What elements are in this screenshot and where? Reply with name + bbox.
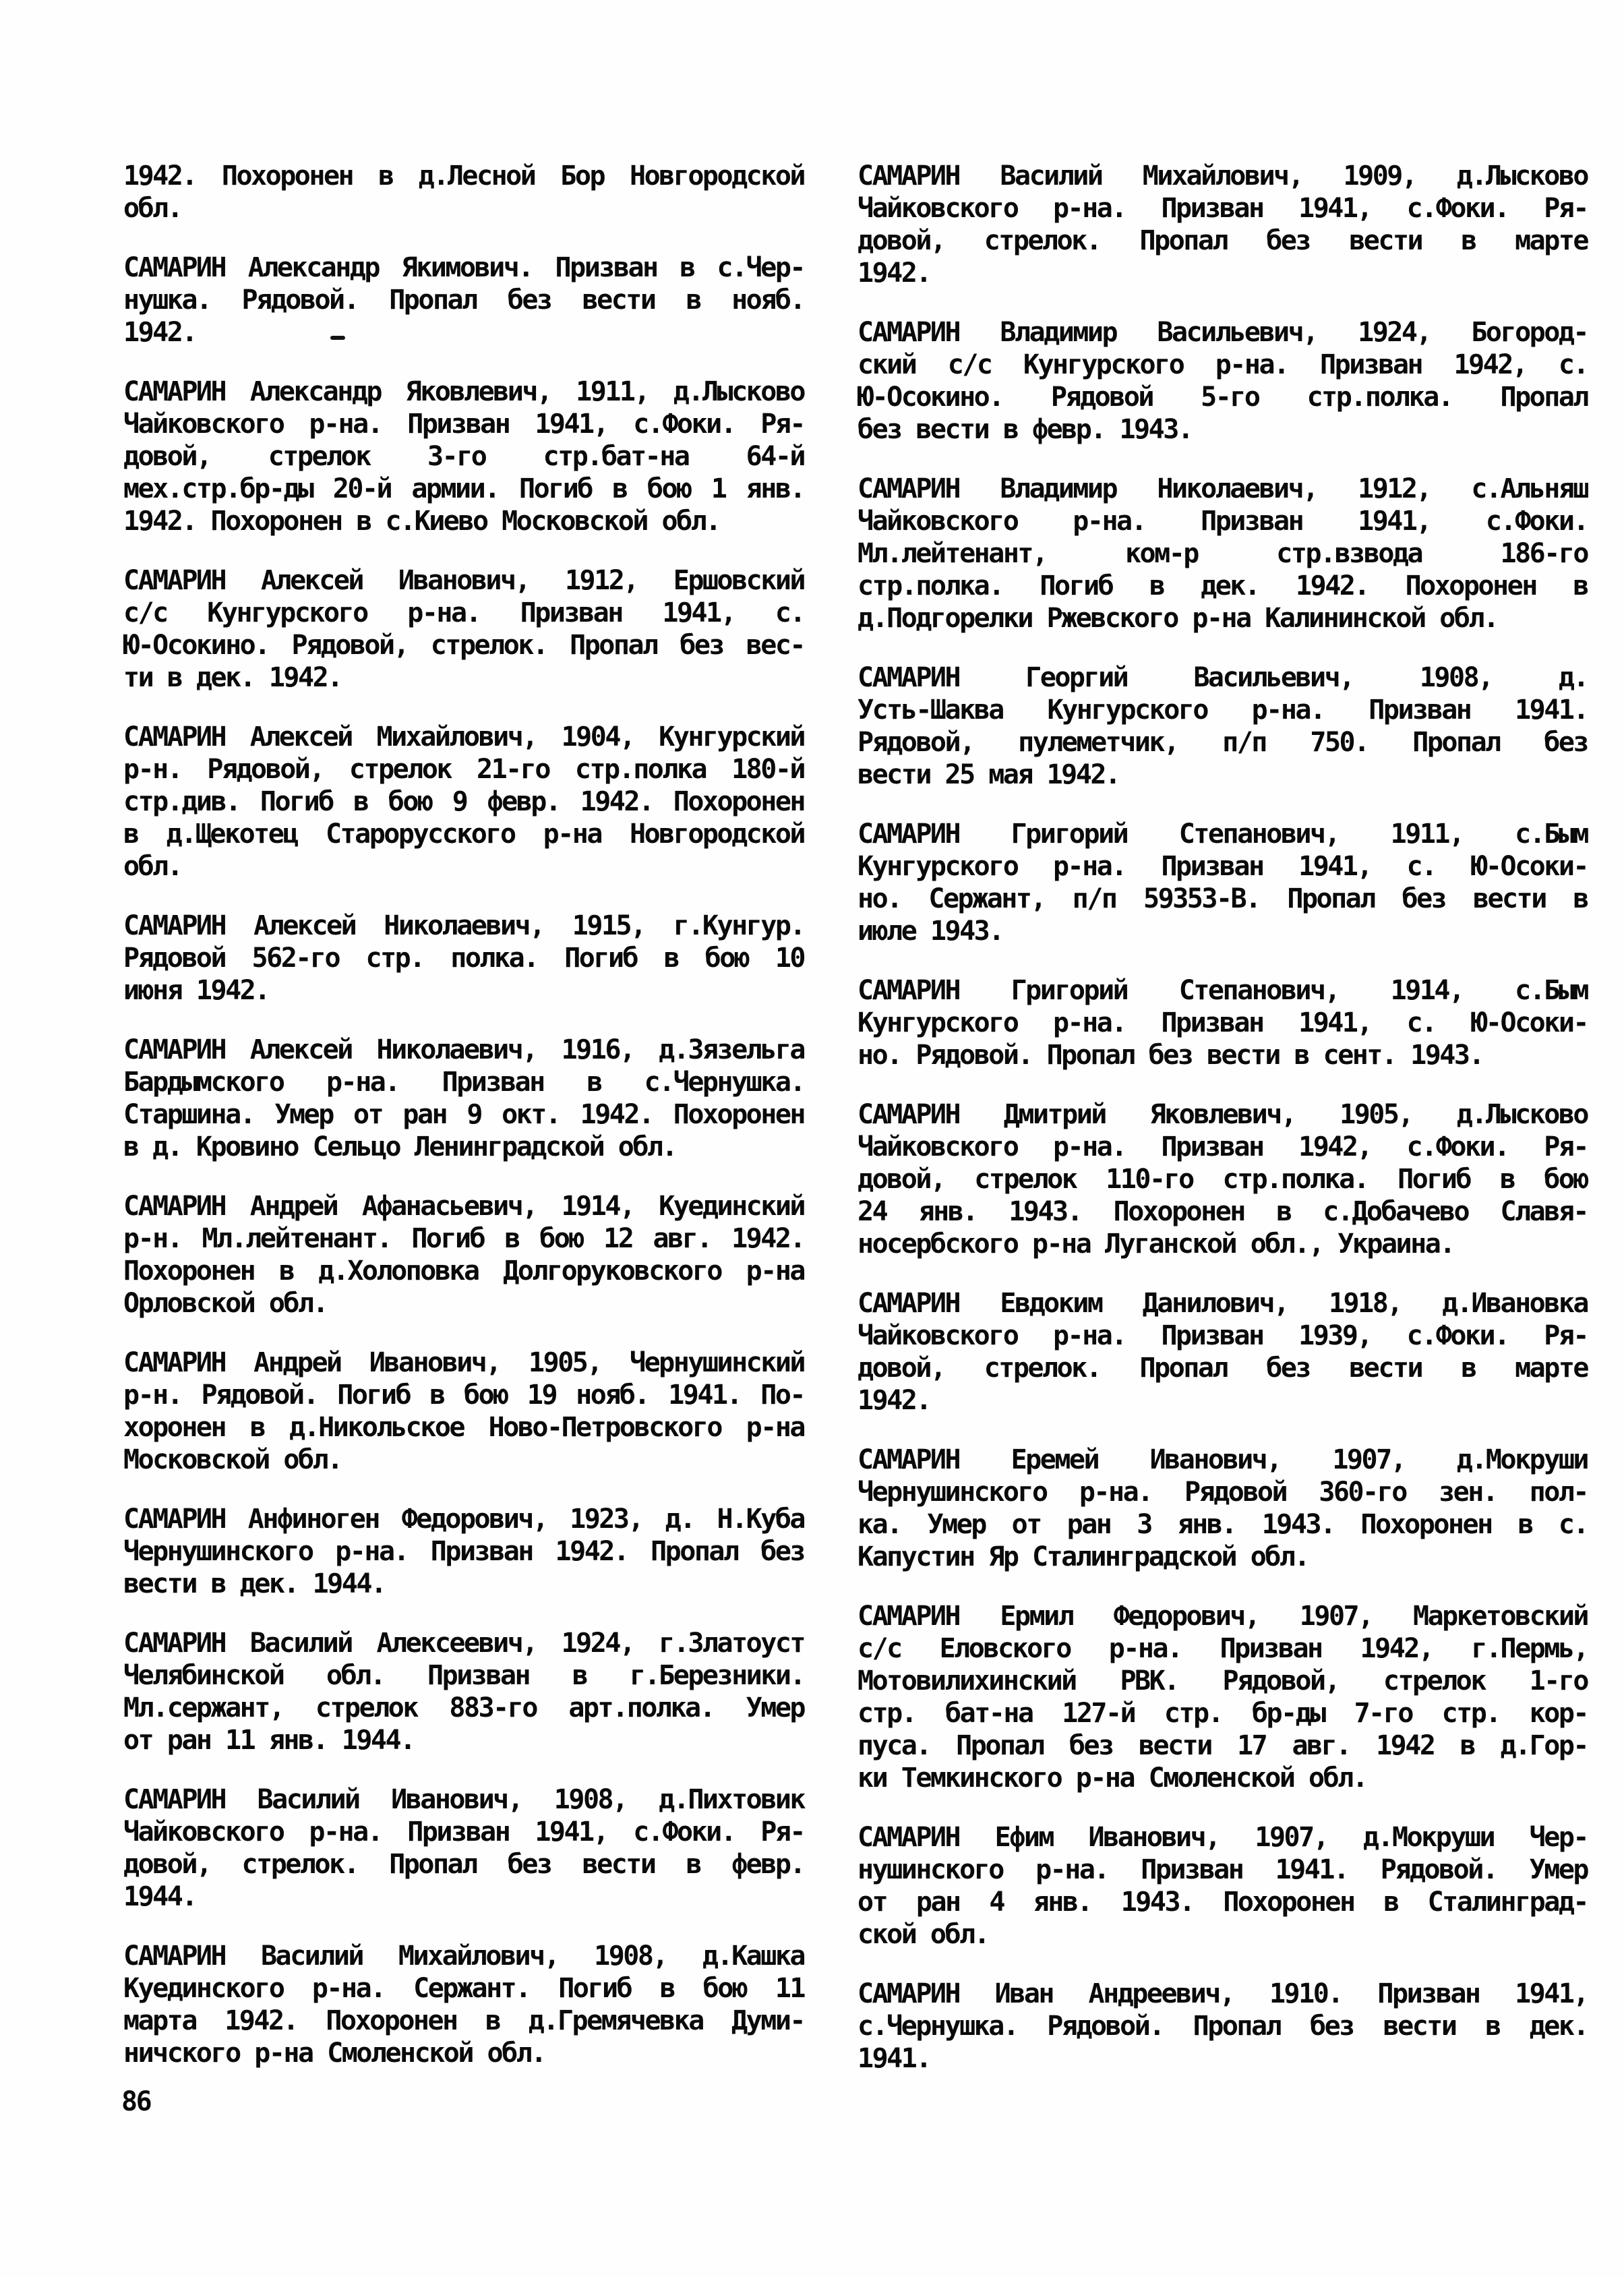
entry-line: стр. бат-на 127-й стр. бр-ды 7-го стр. кор-	[858, 1698, 1588, 1729]
memorial-entry	[123, 564, 804, 694]
entry-line: р-н. Мл.лейтенант. Погиб в бою 12 авг. 1942.	[123, 1223, 804, 1254]
memorial-entry	[123, 1940, 804, 2069]
entry-line: ничского р-на Смоленской обл.	[123, 2038, 545, 2069]
entry-line: стр.див. Погиб в бою 9 февр. 1942. Похоронен	[123, 786, 804, 817]
entry-line: Ю-Осокино. Рядовой, стрелок. Пропал без вес-	[123, 630, 804, 661]
entry-line: р-н. Рядовой. Погиб в бою 19 нояб. 1941. По-	[123, 1380, 804, 1411]
entry-line: довой, стрелок. Пропал без вести в февр.	[123, 1849, 804, 1880]
left-column	[123, 160, 804, 2069]
entry-line: САМАРИН Андрей Иванович, 1905, Чернушинский	[123, 1347, 804, 1378]
entry-line: САМАРИН Василий Алексеевич, 1924, г.Златоуст	[123, 1628, 804, 1659]
entry-line: САМАРИН Анфиноген Федорович, 1923, д. Н.Куба	[123, 1504, 804, 1535]
entry-line: САМАРИН Ефим Иванович, 1907, д.Мокруши Чер-	[858, 1822, 1588, 1853]
memorial-entry	[858, 473, 1588, 634]
entry-line: 1942.	[123, 317, 196, 348]
entry-line: Усть-Шаква Кунгурского р-на. Призван 1941.	[858, 694, 1588, 726]
entry-line: довой, стрелок 3-го стр.бат-на 64-й	[123, 441, 804, 472]
entry-line: САМАРИН Георгий Васильевич, 1908, д.	[858, 662, 1588, 693]
right-column	[858, 160, 1588, 2075]
entry-line: обл.	[123, 851, 182, 882]
entry-line: марта 1942. Похоронен в д.Гремячевка Думи-	[123, 2005, 804, 2036]
entry-line: стр.полка. Погиб в дек. 1942. Похоронен в	[858, 570, 1588, 601]
entry-line: Похоронен в д.Холоповка Долгоруковского р-на	[123, 1255, 804, 1287]
entry-line: ка. Умер от ран 3 янв. 1943. Похоронен в с.	[858, 1509, 1588, 1540]
memorial-entry	[858, 1444, 1588, 1573]
memorial-entry	[858, 818, 1588, 947]
entry-line: с/с Еловского р-на. Призван 1942, г.Пермь,	[858, 1633, 1588, 1664]
entry-line: д.Подгорелки Ржевского р-на Калининской обл.	[858, 603, 1498, 634]
memorial-entry	[858, 1287, 1588, 1417]
memorial-entry	[123, 1034, 804, 1163]
entry-line: Московской обл.	[123, 1444, 342, 1475]
entry-line: 24 янв. 1943. Похоронен в с.Добачево Славя-	[858, 1196, 1588, 1227]
entry-line: Чайковского р-на. Призван 1941, с.Фоки. Ря-	[123, 1816, 804, 1847]
memorial-entry	[123, 1347, 804, 1476]
entry-line: Чернушинского р-на. Призван 1942. Пропал без	[123, 1536, 804, 1567]
entry-line: Мл.лейтенант, ком-р стр.взвода 186-го	[858, 538, 1588, 569]
memorial-entry	[123, 1503, 804, 1600]
memorial-entry	[123, 910, 804, 1007]
entry-line: мех.стр.бр-ды 20-й армии. Погиб в бою 1 янв.	[123, 473, 804, 504]
entry-line: САМАРИН Алексей Николаевич, 1916, д.Зязельга	[123, 1034, 804, 1065]
entry-line: САМАРИН Андрей Афанасьевич, 1914, Куединский	[123, 1191, 804, 1222]
entry-line: 1942. Похоронен в с.Киево Московской обл.	[123, 506, 720, 537]
entry-line: довой, стрелок. Пропал без вести в марте	[858, 225, 1588, 256]
memorial-entry	[858, 160, 1588, 289]
entry-line: САМАРИН Василий Михайлович, 1909, д.Лысково	[858, 160, 1588, 191]
entry-line: ской обл.	[858, 1919, 989, 1950]
entry-line: САМАРИН Иван Андреевич, 1910. Призван 1941,	[858, 1978, 1588, 2009]
entry-line: Рядовой 562-го стр. полка. Погиб в бою 10	[123, 943, 804, 974]
entry-line: САМАРИН Владимир Васильевич, 1924, Богород-	[858, 317, 1588, 348]
entry-line: Орловской обл.	[123, 1288, 328, 1319]
entry-line: довой, стрелок. Пропал без вести в марте	[858, 1353, 1588, 1384]
entry-line: но. Сержант, п/п 59353-В. Пропал без вести в	[858, 883, 1588, 914]
entry-line: без вести в февр. 1943.	[858, 414, 1193, 445]
entry-line: в д. Кровино Сельцо Ленинградской обл.	[123, 1131, 677, 1162]
memorial-entry	[858, 1098, 1588, 1260]
entry-line: Чайковского р-на. Призван 1939, с.Фоки. Ря-	[858, 1320, 1588, 1351]
entry-line: Бардымского р-на. Призван в с.Чернушка.	[123, 1067, 804, 1098]
entry-line: 1944.	[123, 1881, 196, 1912]
entry-line: Куединского р-на. Сержант. Погиб в бою 11	[123, 1973, 804, 2004]
page-number: 86	[121, 2086, 151, 2117]
memorial-entry	[123, 252, 804, 349]
entry-line: САМАРИН Алексей Иванович, 1912, Ершовский	[123, 565, 804, 596]
entry-line: САМАРИН Василий Михайлович, 1908, д.Кашка	[123, 1941, 804, 1972]
entry-line: 1941.	[858, 2043, 930, 2074]
memorial-entry	[123, 160, 804, 225]
entry-line: пуса. Пропал без вести 17 авг. 1942 в д.Гор-	[858, 1730, 1588, 1761]
entry-line: САМАРИН Еремей Иванович, 1907, д.Мокруши	[858, 1444, 1588, 1475]
entry-line: САМАРИН Алексей Николаевич, 1915, г.Кунгур.	[123, 910, 804, 941]
entry-line: Капустин Яр Сталинградской обл.	[858, 1541, 1309, 1572]
entry-line: Рядовой, пулеметчик, п/п 750. Пропал без	[858, 727, 1588, 758]
entry-line: ки Темкинского р-на Смоленской обл.	[858, 1763, 1367, 1794]
entry-line: САМАРИН Григорий Степанович, 1914, с.Бым	[858, 975, 1588, 1006]
entry-line: Старшина. Умер от ран 9 окт. 1942. Похоронен	[123, 1099, 804, 1130]
entry-line: 1942.	[858, 258, 930, 289]
memorial-entry	[858, 316, 1588, 446]
entry-line: САМАРИН Александр Якимович. Призван в с.Чер-	[123, 252, 804, 283]
entry-line: вести 25 мая 1942.	[858, 759, 1120, 790]
entry-line: САМАРИН Григорий Степанович, 1911, с.Бым	[858, 819, 1588, 850]
entry-line: САМАРИН Василий Иванович, 1908, д.Пихтовик	[123, 1784, 804, 1815]
entry-line: Мл.сержант, стрелок 883-го арт.полка. Умер	[123, 1692, 804, 1723]
memorial-entry	[858, 1978, 1588, 2075]
entry-line: 1942. Похоронен в д.Лесной Бор Новгородской	[123, 160, 804, 191]
entry-line: Чернушинского р-на. Рядовой 360-го зен. пол-	[858, 1477, 1588, 1508]
memorial-entry	[123, 721, 804, 883]
entry-line: июня 1942.	[123, 975, 269, 1006]
entry-line: р-н. Рядовой, стрелок 21-го стр.полка 180-й	[123, 754, 804, 785]
entry-line: САМАРИН Евдоким Данилович, 1918, д.Ивановка	[858, 1288, 1588, 1319]
entry-line: нушинского р-на. Призван 1941. Рядовой. Умер	[858, 1854, 1588, 1885]
entry-line: но. Рядовой. Пропал без вести в сент. 1943.	[858, 1040, 1484, 1071]
entry-line: вести в дек. 1944.	[123, 1568, 386, 1599]
entry-line: 1942.	[858, 1385, 930, 1416]
entry-line: с/с Кунгурского р-на. Призван 1941, с.	[123, 597, 804, 628]
memorial-entry	[123, 1627, 804, 1756]
entry-line: июле 1943.	[858, 916, 1003, 947]
entry-line: Кунгурского р-на. Призван 1941, с. Ю-Осоки-	[858, 1007, 1588, 1038]
entry-line: Чайковского р-на. Призван 1942, с.Фоки. Ря-	[858, 1131, 1588, 1162]
memorial-entry	[123, 376, 804, 537]
entry-line: обл.	[123, 193, 182, 224]
entry-line: САМАРИН Дмитрий Яковлевич, 1905, д.Лысково	[858, 1099, 1588, 1130]
entry-line: от ран 11 янв. 1944.	[123, 1725, 415, 1756]
entry-line: Кунгурского р-на. Призван 1941, с. Ю-Осоки-	[858, 851, 1588, 882]
memorial-entry	[123, 1783, 804, 1913]
entry-line: в д.Щекотец Старорусского р-на Новгородской	[123, 819, 804, 850]
entry-line: нушка. Рядовой. Пропал без вести в нояб.	[123, 285, 804, 316]
memorial-entry	[123, 1190, 804, 1320]
entry-line: от ран 4 янв. 1943. Похоронен в Сталинград-	[858, 1887, 1588, 1918]
entry-line: Чайковского р-на. Призван 1941, с.Фоки. Ря-	[123, 409, 804, 440]
entry-line: САМАРИН Александр Яковлевич, 1911, д.Лысково	[123, 376, 804, 407]
entry-line: ский с/с Кунгурского р-на. Призван 1942, с.	[858, 349, 1588, 380]
entry-line: носербского р-на Луганской обл., Украина.	[858, 1229, 1454, 1260]
memorial-entry	[858, 1600, 1588, 1794]
memorial-entry	[858, 1821, 1588, 1951]
entry-line: довой, стрелок 110-го стр.полка. Погиб в бою	[858, 1164, 1588, 1195]
entry-line: хоронен в д.Никольское Ново-Петровского р-на	[123, 1412, 804, 1443]
scan-artifact-dash	[330, 336, 345, 340]
entry-line: Чайковского р-на. Призван 1941, с.Фоки.	[858, 506, 1588, 537]
entry-line: САМАРИН Владимир Николаевич, 1912, с.Альняш	[858, 473, 1588, 504]
entry-line: ти в дек. 1942.	[123, 662, 342, 693]
entry-line: Мотовилихинский РВК. Рядовой, стрелок 1-го	[858, 1665, 1588, 1696]
entry-line: Ю-Осокино. Рядовой 5-го стр.полка. Пропал	[858, 382, 1588, 413]
entry-line: Чайковского р-на. Призван 1941, с.Фоки. Ря-	[858, 193, 1588, 224]
memorial-entry	[858, 661, 1588, 791]
entry-line: с.Чернушка. Рядовой. Пропал без вести в дек.	[858, 2011, 1588, 2042]
memorial-entry	[858, 974, 1588, 1071]
entry-line: Челябинской обл. Призван в г.Березники.	[123, 1660, 804, 1691]
entry-line: САМАРИН Алексей Михайлович, 1904, Кунгурский	[123, 721, 804, 752]
entry-line: САМАРИН Ермил Федорович, 1907, Маркетовский	[858, 1601, 1588, 1632]
